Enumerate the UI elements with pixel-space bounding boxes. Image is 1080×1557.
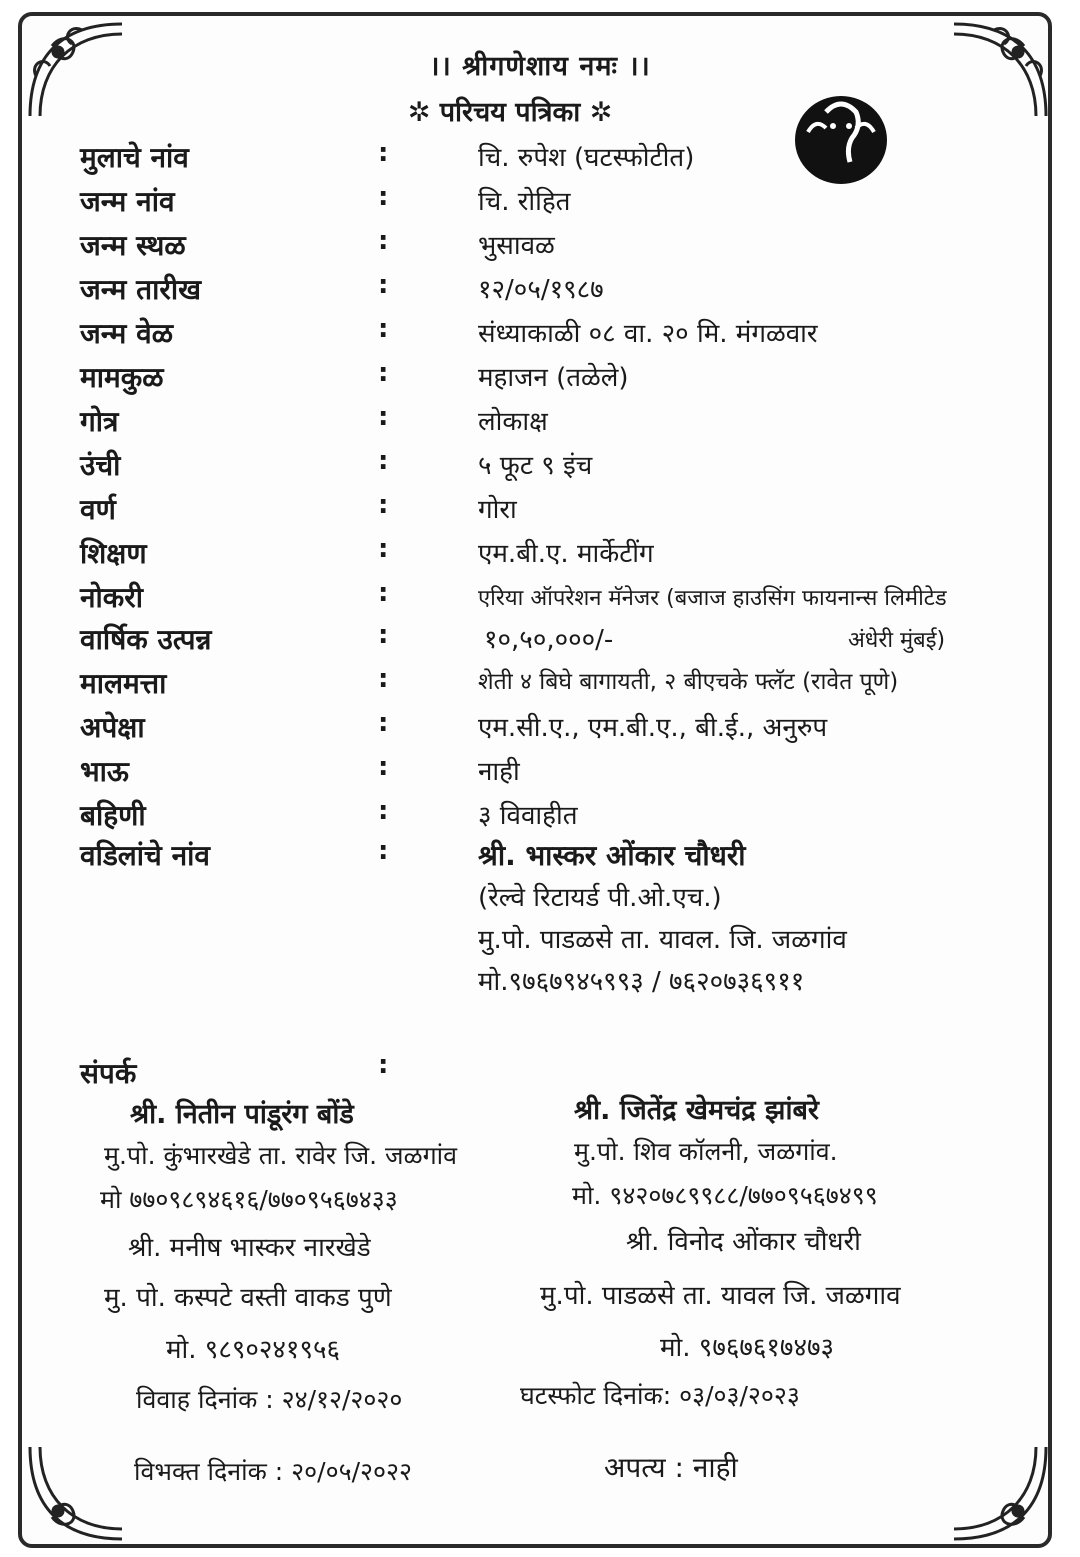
field-colon: :	[378, 796, 389, 826]
contact-left-2-name: श्री. मनीष भास्कर नारखेडे	[128, 1233, 371, 1263]
contact-right-2-name: श्री. विनोद ओंकार चौधरी	[626, 1227, 861, 1257]
field-label: शिक्षण	[80, 537, 147, 570]
father-phone: मो.९७६७९४५९९३ / ७६२०७३६९११	[478, 967, 805, 997]
field-label: अपेक्षा	[80, 711, 145, 744]
field-label: मुलाचे नांव	[80, 141, 189, 174]
field-value: १०,५०,०००/-	[484, 625, 614, 655]
field-colon: :	[378, 314, 389, 344]
field-row-gotra	[0, 402, 1080, 442]
field-value: १२/०५/१९८७	[478, 275, 604, 305]
corner-ornament-icon	[944, 1437, 1054, 1547]
field-colon: :	[378, 226, 389, 256]
field-value: ५ फूट ९ इंच	[478, 451, 593, 481]
field-colon: :	[378, 620, 389, 650]
field-value: श्री. भास्कर ओंकार चौधरी	[478, 839, 746, 872]
field-label: जन्म स्थळ	[80, 229, 186, 262]
field-colon: :	[378, 182, 389, 212]
field-row-father-name	[0, 836, 1080, 876]
field-value: संध्याकाळी ०८ वा. २० मि. मंगळवार	[478, 319, 818, 349]
field-value: शेती ४ बिघे बागायती, २ बीएचके फ्लॅट (रावेत पूणे)	[478, 669, 899, 695]
contact-left-1-address: मु.पो. कुंभारखेडे ता. रावेर जि. जळगांव	[104, 1141, 458, 1170]
contact-left-1-phone: मो ७७०९८९४६१६/७७०९५६७४३३	[100, 1185, 398, 1214]
field-label: गोत्र	[80, 405, 119, 438]
contact-label: संपर्क	[80, 1057, 137, 1090]
field-colon: :	[378, 402, 389, 432]
separation-date: विभक्त दिनांक : २०/०५/२०२२	[134, 1457, 413, 1486]
field-row-birth-date	[0, 270, 1080, 310]
field-label: मालमत्ता	[80, 667, 167, 700]
field-colon: :	[378, 664, 389, 694]
field-row-height	[0, 446, 1080, 486]
field-label: बहिणी	[80, 799, 146, 832]
field-value: एरिया ऑपरेशन मॅनेजर (बजाज हाउसिंग फायनान्स लिमीटेड	[478, 586, 947, 611]
field-row-income	[0, 620, 1080, 660]
field-label: नोकरी	[80, 581, 144, 614]
field-row-maternal-clan	[0, 358, 1080, 398]
field-row-property	[0, 664, 1080, 704]
field-label: जन्म वेळ	[80, 317, 174, 350]
field-value: चि. रुपेश (घटस्फोटीत)	[478, 143, 695, 173]
invocation-heading: ।। श्रीगणेशाय नमः ।।	[429, 51, 651, 82]
field-label: भाऊ	[80, 755, 129, 788]
field-row-birth-name	[0, 182, 1080, 222]
field-value: भुसावळ	[478, 231, 555, 261]
field-value: लोकाक्ष	[478, 407, 548, 437]
children-status: अपत्य : नाही	[604, 1451, 738, 1484]
marriage-date: विवाह दिनांक : २४/१२/२०२०	[136, 1385, 403, 1414]
contact-right-2-phone: मो. ९७६७६१७४७३	[660, 1333, 835, 1363]
field-colon: :	[378, 752, 389, 782]
contact-right-2-address: मु.पो. पाडळसे ता. यावल जि. जळगाव	[540, 1281, 901, 1311]
field-colon: :	[378, 534, 389, 564]
contact-left-2-phone: मो. ९८९०२४१९५६	[166, 1335, 341, 1365]
field-colon: :	[378, 708, 389, 738]
field-value: ३ विवाहीत	[478, 801, 578, 831]
field-value: चि. रोहित	[478, 187, 571, 217]
field-label: वडिलांचे नांव	[80, 839, 210, 872]
field-colon: :	[378, 358, 389, 388]
father-address: मु.पो. पाडळसे ता. यावल. जि. जळगांव	[478, 925, 847, 955]
job-location: अंधेरी मुंबई)	[848, 628, 946, 653]
field-row-sisters	[0, 796, 1080, 836]
field-row-complexion	[0, 490, 1080, 530]
field-row-job	[0, 578, 1080, 618]
contact-right-1-name: श्री. जितेंद्र खेमचंद्र झांबरे	[574, 1095, 819, 1126]
field-colon: :	[378, 446, 389, 476]
divorce-date: घटस्फोट दिनांक: ०३/०३/२०२३	[520, 1381, 800, 1410]
field-colon: :	[378, 836, 389, 866]
field-label: वर्ण	[80, 493, 116, 526]
field-label: जन्म तारीख	[80, 273, 201, 306]
contact-left-2-address: मु. पो. कस्पटे वस्ती वाकड पुणे	[104, 1283, 392, 1313]
field-value: नाही	[478, 757, 520, 787]
field-colon: :	[378, 578, 389, 608]
field-label: वार्षिक उत्पन्न	[80, 623, 212, 656]
page-title: ✲ परिचय पत्रिका ✲	[407, 97, 613, 128]
field-colon: :	[378, 490, 389, 520]
field-value: एम.बी.ए. मार्केटींग	[478, 539, 654, 569]
contact-right-1-phone: मो. ९४२०७८९९८८/७७०९५६७४९९	[572, 1181, 878, 1210]
field-row-name	[0, 138, 1080, 178]
corner-ornament-icon	[22, 1437, 132, 1547]
field-label: उंची	[80, 449, 121, 482]
field-label: मामकुळ	[80, 361, 164, 394]
contact-right-1-address: मु.पो. शिव कॉलनी, जळगांव.	[574, 1137, 838, 1166]
contact-colon: :	[378, 1050, 389, 1080]
father-occupation: (रेल्वे रिटायर्ड पी.ओ.एच.)	[478, 883, 722, 913]
field-value: महाजन (तळेले)	[478, 363, 629, 393]
field-value: एम.सी.ए., एम.बी.ए., बी.ई., अनुरुप	[478, 713, 828, 743]
field-label: जन्म नांव	[80, 185, 175, 218]
field-value: गोरा	[478, 495, 517, 525]
contact-left-1-name: श्री. नितीन पांडूरंग बोंडे	[130, 1099, 354, 1130]
field-colon: :	[378, 270, 389, 300]
field-row-birth-place	[0, 226, 1080, 266]
field-row-expectations	[0, 708, 1080, 748]
field-row-brothers	[0, 752, 1080, 792]
field-colon: :	[378, 138, 389, 168]
field-row-birth-time	[0, 314, 1080, 354]
field-row-education	[0, 534, 1080, 574]
